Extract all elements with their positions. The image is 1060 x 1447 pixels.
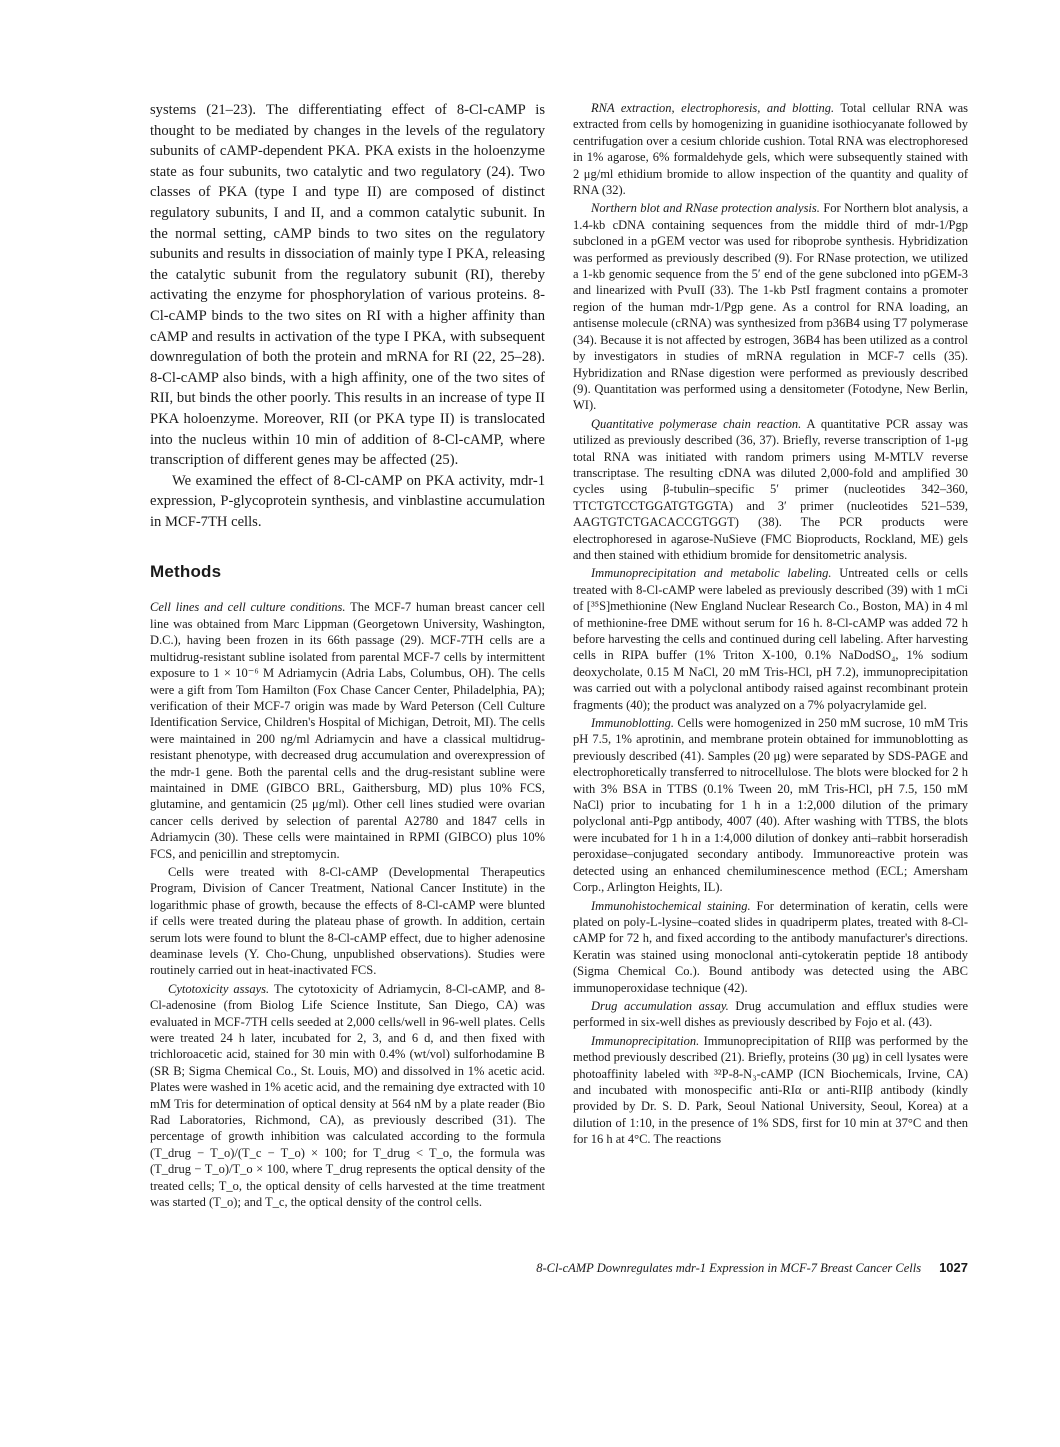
intro-paragraph-2: We examined the effect of 8-Cl-cAMP on PKA activity, mdr-1 expression, P-glycoprotein synthesis, and vinblastine accumulation in MCF-7TH cells. xyxy=(150,472,545,530)
ip-metabolic-text: Untreated cells or cells treated with 8-Cl-cAMP were labeled as previously described (39) with 1 mCi of [³⁵S]methionine (New England Nuclear Research Co., Boston, MA) in 4 ml of methionine-free DME without serum for 16 h. 8-Cl-cAMP was added 72 h before harvesting the cells and continued during cell labeling. After harvesting cells in RIPA buffer (1% Triton X-100, 0.1% NaDodSO₄, 1% sodium deoxycholate, 0.15 M NaCl, 20 mM Tris-HCl, pH 7.2), immunoprecipitation was carried out with a polyclonal antibody raised against recombinant protein fragments (40); the product was analyzed on a 7% polyacrylamide gel. xyxy=(573,566,968,712)
rna-text: Total cellular RNA was extracted from cells by homogenizing in guanidine isothiocyanate followed by centrifugation over a cesium chloride cushion. Total RNA was electrophoresed in 1% agarose, 6% formaldehyde gels, which were subsequently stained with 2 μg/ml ethidium bromide to allow inspection of the quantity and quality of RNA (32). xyxy=(573,101,968,198)
pcr-title: Quantitative polymerase chain reaction. xyxy=(591,416,802,431)
cytotoxicity-paragraph xyxy=(150,981,545,1211)
drug-accumulation-text: Drug accumulation and efflux studies were performed in six-well dishes as previously described by Fojo et al. (43). xyxy=(573,998,968,1030)
immunoblotting-paragraph xyxy=(573,715,968,895)
ihc-title: Immunohistochemical staining. xyxy=(591,898,751,913)
cell-lines-paragraph xyxy=(150,599,545,862)
running-title: 8-Cl-cAMP Downregulates mdr-1 Expression in MCF-7 Breast Cancer Cells xyxy=(536,1261,922,1275)
drug-accumulation-paragraph xyxy=(573,998,968,1031)
rna-title: RNA extraction, electrophoresis, and blotting. xyxy=(591,101,835,115)
immunoblotting-text: Cells were homogenized in 250 mM sucrose, 10 mM Tris pH 7.5, 1% aprotinin, and membrane protein obtained for immunoblotting as previously described (41). Samples (20 μg) were separated by SDS-PAGE and electrophoretically transferred to nitrocellulose. The blots were blocked for 2 h with 3% BSA in TTBS (0.1% Tween 20, mM Tris-HCl, pH 7.5, 150 mM NaCl) prior to incubating for 1 h in a 1:2,000 dilution of the primary polyclonal anti-Pgp antibody, 4007 (40). After washing with TTBS, the blots were incubated for 1 h in a 1:4,000 dilution of donkey anti–rabbit horseradish peroxidase–conjugated secondary antibody. Immunoreactive protein was detected using an enhanced chemiluminescence method (ECL; Amersham Corp., Arlington Heights, IL). xyxy=(573,716,968,895)
northern-paragraph xyxy=(573,200,968,413)
immunoblotting-title: Immunoblotting. xyxy=(591,716,674,731)
intro-paragraph-1: systems (21–23). The differentiating effect of 8-Cl-cAMP is thought to be mediated by changes in the levels of the regulatory subunits of cAMP-dependent PKA. PKA exists in the holoenzyme state as four subunits, two catalytic and two regulatory (24). Two classes of PKA (type I and type II) are composed of distinct regulatory subunits, I and II, and a common catalytic subunit. In the normal setting, cAMP binds to two sites on the regulatory subunits and results in dissociation of mainly type I PKA, releasing the catalytic subunit from the regulatory subunit (RI), thereby activating the enzyme for phosphorylation of various proteins. 8-Cl-cAMP binds to the two sites on RI with a higher affinity than cAMP and results in activation of the type I PKA, with subsequent downregulation of both the protein and mRNA for RI (22, 25–28). 8-Cl-cAMP also binds, with a high affinity, one of the two sites of RII, but binds the other poorly. This results in an increase of type II PKA holoenzyme. Moreover, RII (or PKA type II) is translocated into the nucleus within 10 min of addition of 8-Cl-cAMP, where transcription of different genes may be affected (25). xyxy=(150,102,545,469)
page-number: 1027 xyxy=(939,1260,968,1275)
immunoprecipitation-title: Immunoprecipitation. xyxy=(591,1033,700,1048)
drug-accumulation-title: Drug accumulation assay. xyxy=(591,998,729,1013)
cell-lines-title: Cell lines and cell culture conditions. xyxy=(150,600,346,615)
immunoprecipitation-text: Immunoprecipitation of RIIβ was performed by the method previously described (21). Briefly, proteins (30 μg) in cell lysates were photoaffinity labeled with ³²P-8-N₃-cAMP (ICN Biochemicals, Irvine, CA) and incubated with monospecific anti-RIα or anti-RIIβ antibody (kindly provided by Dr. S. D. Park, Seoul National University, Seoul, Korea) at a dilution of 1:10, in the presence of 1% SDS, first for 10 min at 37°C and then for 16 h at 4°C. The reactions xyxy=(573,1033,968,1147)
pcr-paragraph xyxy=(573,416,968,564)
page-footer xyxy=(150,1260,968,1276)
northern-title: Northern blot and RNase protection analysis. xyxy=(591,201,820,216)
pcr-text: A quantitative PCR assay was utilized as previously described (36, 37). Briefly, reverse transcription of 1-μg total RNA was initiated with random primers using M-MTLV reverse transcriptase. The resulting cDNA was diluted 2,000-fold and amplified 30 cycles using β-tubulin–specific 5′ primer (nucleotides 342–360, TTCTGTCCTGGATGTGGTA) and 3′ primer (nucleotides 521–539, AAGTGTCTGACACCGTGGT) (38). The PCR products were electrophoresed in agarose-NuSieve (FMC Bioproducts, Rockland, ME) gels and then stained with ethidium bromide for densitometric analysis. xyxy=(573,416,968,562)
immunoprecipitation-paragraph xyxy=(573,1033,968,1148)
northern-text: For Northern blot analysis, a 1.4-kb cDNA containing sequences from the middle third of mdr-1/Pgp subcloned in a pGEM vector was used for riboprobe synthesis. Hybridization was performed as previously described (9). For RNase protection, we utilized a 1-kb genomic sequence from the 5′ end of the gene subcloned into pGEM-3 and linearized with PvuII (33). The 1-kb PstI fragment contains a promoter region of the human mdr-1/Pgp gene. As a control for RNA loading, an antisense molecule (cRNA) was synthesized from p36B4 using T7 polymerase (34). Because it is not affected by estrogen, 36B4 has been utilized as a control by investigators in studies of mRNA regulation in MCF-7 cells (35). Hybridization and RNase digestion were performed as previously described (9). Quantitation was performed using a densitometer (Fotodyne, New Berlin, WI). xyxy=(573,201,968,413)
left-column xyxy=(150,100,545,1211)
methods-heading: Methods xyxy=(150,562,222,582)
ip-metabolic-title: Immunoprecipitation and metabolic labeling. xyxy=(591,566,832,581)
ip-metabolic-paragraph xyxy=(573,565,968,713)
cell-lines-text: The MCF-7 human breast cancer cell line was obtained from Marc Lippman (Georgetown University, Washington, D.C.), having been frozen in its 66th passage (29). MCF-7TH cells are a multidrug-resistant subline isolated from parental MCF-7 cells by intermittent exposure to 1 × 10⁻⁶ M Adriamycin (Adria Labs, Columbus, OH). The cells were a gift from Tom Hamilton (Fox Chase Cancer Center, Philadelphia, PA); verification of their MCF-7 origin was made by Ward Peterson (Cell Culture Identification Service, Children's Hospital of Michigan, Detroit, MI). The cells were maintained in 200 ng/ml Adriamycin and have a classical multidrug-resistant phenotype, with decreased drug accumulation and overexpression of the mdr-1 gene. Both the parental cells and the drug-resistant subline were maintained in DME (GIBCO BRL, Gaithersburg, MD) plus 10% FCS, glutamine, and gentamicin (25 μg/ml). Other cell lines studied were ovarian cancer cells derived by selection of parental A2780 and 1847 cells in Adriamycin (30). These cells were maintained in RPMI (GIBCO) plus 10% FCS, and penicillin and streptomycin. xyxy=(150,600,545,861)
cytotoxicity-text: The cytotoxicity of Adriamycin, 8-Cl-cAMP, and 8-Cl-adenosine (from Biolog Life Science Institute, San Diego, CA) was evaluated in MCF-7TH cells seeded at 2,000 cells/well in 96-well plates. Cells were treated 24 h later, incubated for 2, 3, and 6 d, and then fixed with trichloroacetic acid, stained for 30 min with 0.4% (wt/vol) sulforhodamine B (SR B; Sigma Chemical Co., St. Louis, MO) and dissolved in 1% acetic acid. Plates were washed in 1% acetic acid, and the remaining dye extracted with 10 mM Tris for determination of optical density at 564 nM by a plate reader (Bio Rad Laboratories, Richmond, CA), as previously described (31). The percentage of growth inhibition was calculated according to the formula (T_drug − T_o)/(T_c − T_o) × 100; for T_drug < T_o, the formula was (T_drug − T_o)/T_o × 100, where T_drug represents the optical density of the treated cells; T_o, the optical density of cells harvested at the time treatment was started (T_o); and T_c, the optical density of the control cells. xyxy=(150,981,545,1210)
cells-treated-paragraph: Cells were treated with 8-Cl-cAMP (Developmental Therapeutics Program, Division of Cancer Treatment, National Cancer Institute) in the logarithmic phase of growth, because the effects of 8-Cl-cAMP were blunted if cells were treated during the plateau phase of growth. In addition, certain serum lots were found to blunt the 8-Cl-cAMP effect, due to higher adenosine deaminase levels (Y. Cho-Chung, unpublished observations). Studies were routinely carried out in heat-inactivated FCS. xyxy=(150,864,545,978)
cytotoxicity-title: Cytotoxicity assays. xyxy=(168,981,270,996)
right-column xyxy=(573,100,968,1148)
ihc-paragraph xyxy=(573,898,968,996)
rna-paragraph xyxy=(573,100,968,198)
ihc-text: For determination of keratin, cells were plated on poly-L-lysine–coated slides in quadriperm plates, treated with 8-Cl-cAMP for 72 h, and fixed according to the antibody manufacturer's directions. Keratin was stained using monoclonal anti-cytokeratin peptide 18 antibody (Sigma Chemical Co.). Bound antibody was detected using the ABC immunoperoxidase technique (42). xyxy=(573,898,968,995)
